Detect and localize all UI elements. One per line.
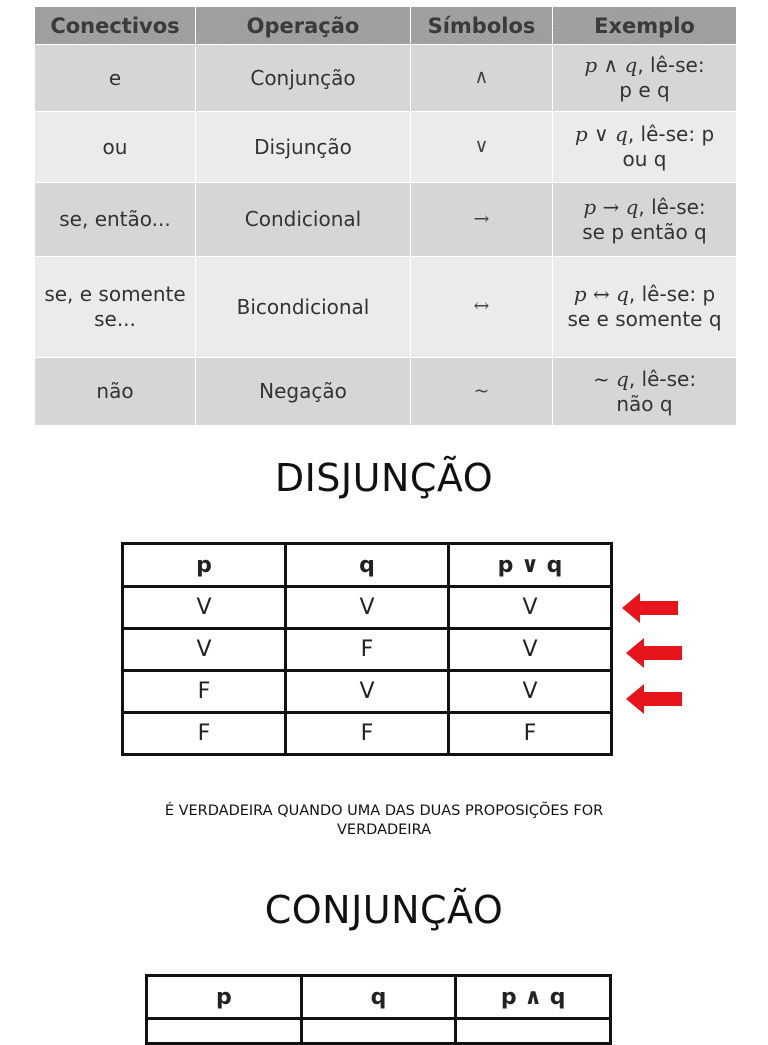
example-text: , lê-se: bbox=[628, 366, 697, 391]
example-cell bbox=[553, 358, 737, 426]
operation-cell: Conjunção bbox=[196, 45, 411, 112]
note-line-1: É VERDADEIRA QUANDO UMA DAS DUAS PROPOSIÇÕES FOR bbox=[164, 803, 604, 819]
symbol-cell: → bbox=[411, 183, 553, 257]
connective-row bbox=[35, 183, 737, 257]
connective-row bbox=[35, 358, 737, 426]
table-row bbox=[123, 587, 612, 629]
example-text: , lê-se: bbox=[637, 53, 705, 77]
truth-header-row bbox=[147, 976, 611, 1019]
truth-cell: F bbox=[286, 629, 449, 671]
symbol-cell: ~ bbox=[411, 358, 553, 426]
example-tail: ou q bbox=[622, 147, 667, 171]
example-expression: p ∨ q bbox=[574, 122, 628, 146]
example-text: , lê-se: p bbox=[628, 282, 716, 306]
connective-cell: se, então... bbox=[35, 183, 196, 257]
connectives-table bbox=[34, 6, 737, 426]
example-expression: p ↔ q bbox=[573, 282, 629, 306]
truth-cell: V bbox=[449, 587, 612, 629]
symbol-cell: ↔ bbox=[411, 257, 553, 358]
truth-cell: F bbox=[286, 713, 449, 755]
header-operation: Operação bbox=[196, 7, 411, 45]
truth-cell: V bbox=[449, 671, 612, 713]
table-row bbox=[123, 629, 612, 671]
header-p-or-q: p ∨ q bbox=[449, 544, 612, 587]
symbol-cell: ∨ bbox=[411, 112, 553, 183]
table-row bbox=[123, 671, 612, 713]
example-expression: p ∧ q bbox=[584, 53, 638, 77]
example-tail: se e somente q bbox=[567, 307, 722, 331]
example-tail: se p então q bbox=[582, 219, 707, 244]
connective-row bbox=[35, 45, 737, 112]
example-tail: p e q bbox=[619, 78, 670, 102]
truth-cell: V bbox=[123, 629, 286, 671]
truth-header-row bbox=[123, 544, 612, 587]
conjunction-title: CONJUNÇÃO bbox=[264, 888, 504, 932]
example-expression: p → q bbox=[583, 194, 639, 219]
note-line-2: VERDADEIRA bbox=[337, 822, 431, 838]
left-arrow-icon bbox=[626, 684, 684, 714]
conjunction-truth-table bbox=[145, 974, 612, 1045]
header-p-and-q: p ∧ q bbox=[456, 976, 611, 1019]
header-connectives: Conectivos bbox=[35, 7, 196, 45]
truth-cell: F bbox=[449, 713, 612, 755]
operation-cell: Disjunção bbox=[196, 112, 411, 183]
truth-cell: V bbox=[286, 587, 449, 629]
example-text: , lê-se: bbox=[638, 194, 706, 219]
example-text: , lê-se: p bbox=[627, 122, 715, 146]
header-symbols: Símbolos bbox=[411, 7, 553, 45]
connective-row bbox=[35, 112, 737, 183]
header-p: p bbox=[147, 976, 302, 1019]
connective-row bbox=[35, 257, 737, 358]
operation-cell: Negação bbox=[196, 358, 411, 426]
left-arrow-icon bbox=[622, 593, 680, 623]
example-expression: ~ q bbox=[592, 366, 629, 391]
truth-cell: V bbox=[449, 629, 612, 671]
left-arrow-icon bbox=[626, 638, 684, 668]
truth-cell: V bbox=[123, 587, 286, 629]
header-q: q bbox=[286, 544, 449, 587]
table-row bbox=[123, 713, 612, 755]
truth-cell: V bbox=[286, 671, 449, 713]
example-cell bbox=[553, 257, 737, 358]
disjunction-note bbox=[130, 802, 638, 840]
connective-cell: não bbox=[35, 358, 196, 426]
header-q: q bbox=[301, 976, 456, 1019]
connectives-header-row bbox=[35, 7, 737, 45]
example-cell bbox=[553, 45, 737, 112]
connective-cell: e bbox=[35, 45, 196, 112]
example-tail: não q bbox=[616, 391, 673, 416]
connective-cell: ou bbox=[35, 112, 196, 183]
operation-cell: Condicional bbox=[196, 183, 411, 257]
disjunction-truth-table bbox=[121, 542, 613, 756]
header-example: Exemplo bbox=[553, 7, 737, 45]
truth-cell: F bbox=[123, 671, 286, 713]
example-cell bbox=[553, 183, 737, 257]
header-p: p bbox=[123, 544, 286, 587]
operation-cell: Bicondicional bbox=[196, 257, 411, 358]
truth-cell: F bbox=[123, 713, 286, 755]
disjunction-title: DISJUNÇÃO bbox=[274, 456, 494, 500]
example-cell bbox=[553, 112, 737, 183]
table-row bbox=[147, 1019, 611, 1044]
symbol-cell: ∧ bbox=[411, 45, 553, 112]
connective-cell: se, e somente se... bbox=[35, 257, 196, 358]
